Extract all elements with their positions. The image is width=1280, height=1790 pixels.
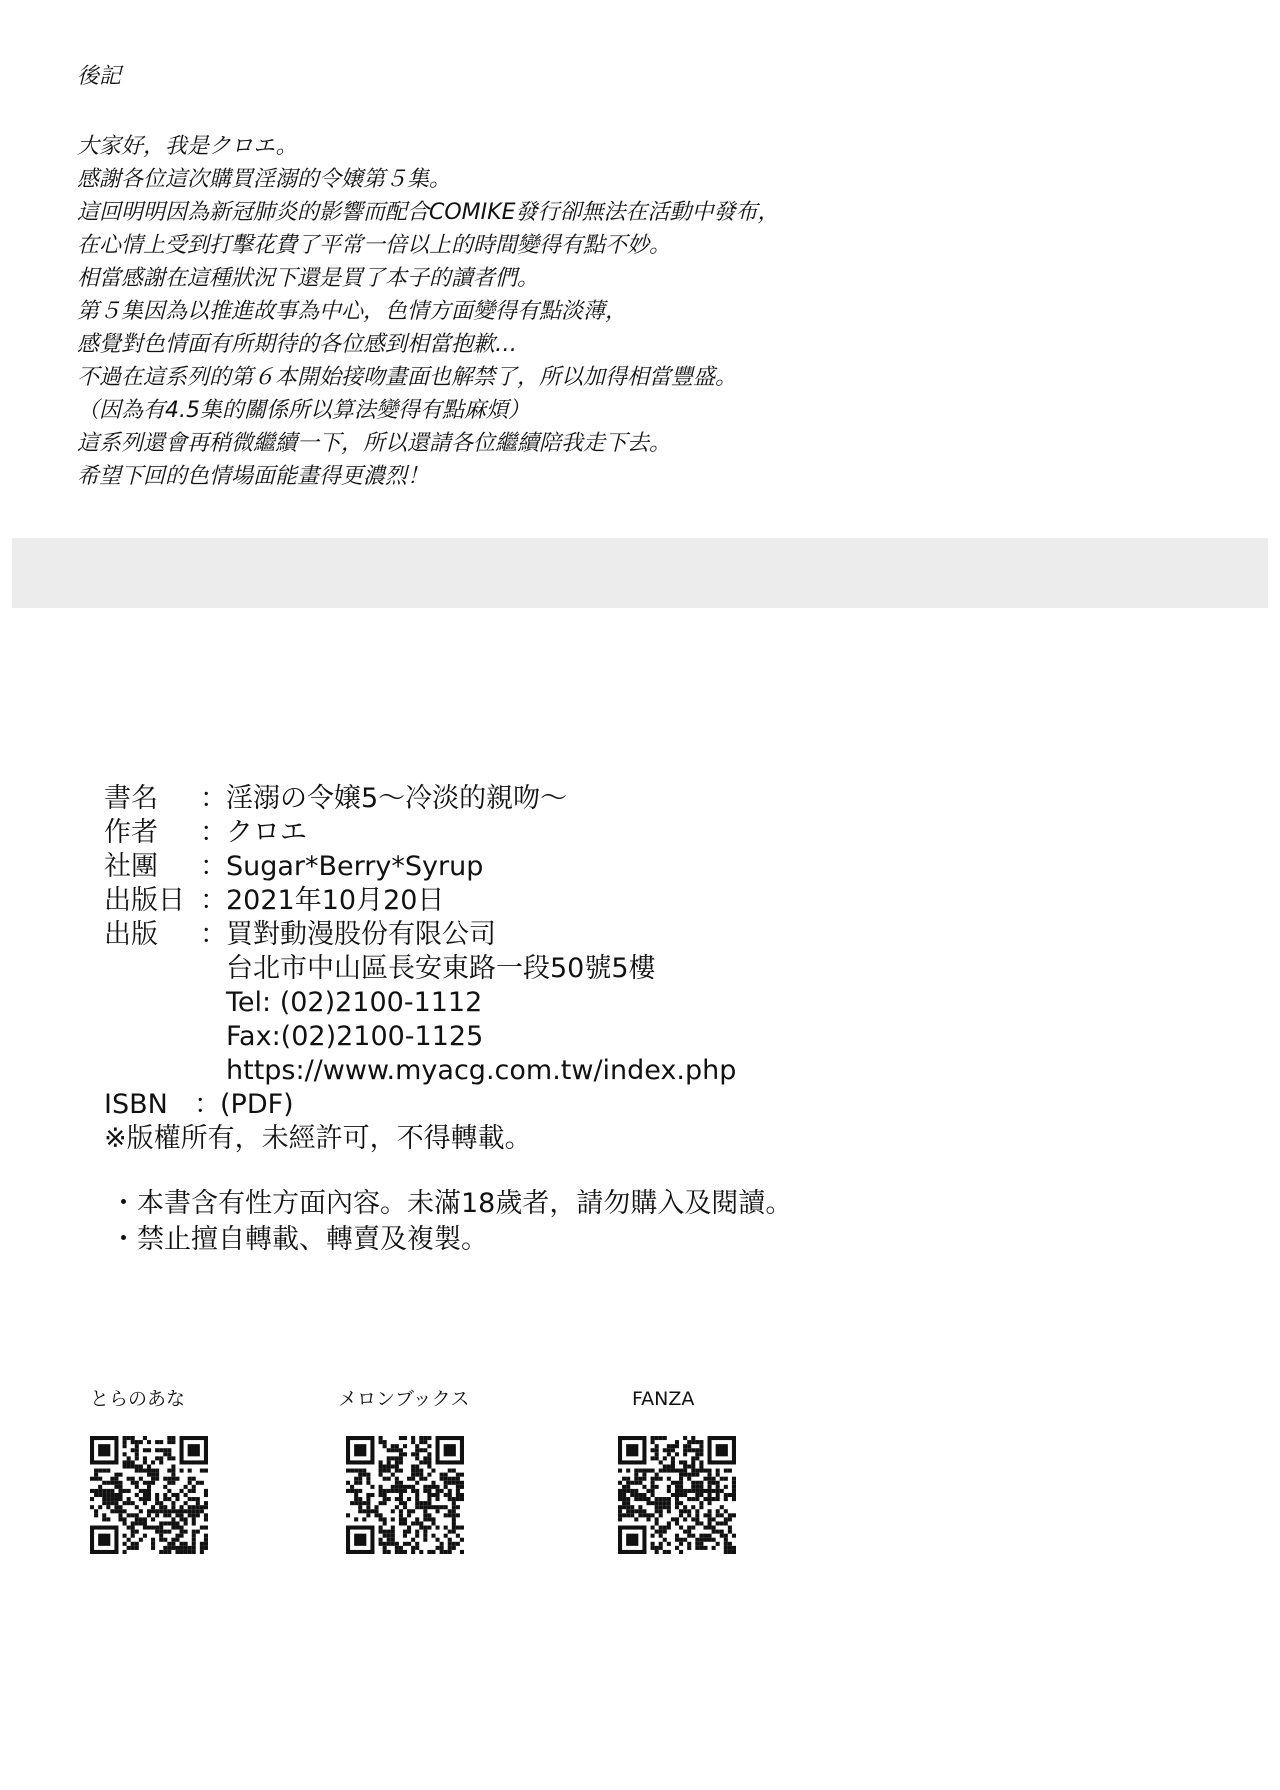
colophon-row-address (104, 952, 1204, 986)
isbn-value: (PDF) (220, 1089, 294, 1120)
publisher-address: 台北市中山區長安東路一段50號5樓 (226, 953, 656, 984)
colophon-label: 出版 (104, 919, 158, 950)
notice-item: ・禁止擅自轉載、轉賣及複製。 (110, 1224, 488, 1255)
publisher-tel: Tel: (02)2100-1112 (226, 987, 483, 1018)
colophon-label: 書名 (104, 783, 158, 814)
book-title: 淫溺の令嬢5〜冷淡的親吻〜 (226, 783, 568, 814)
colophon-label: 作者 (104, 817, 158, 848)
afterword-line: 這系列還會再稍微繼續一下，所以還請各位繼續陪我走下去。 (77, 431, 672, 456)
notice-item: ・本書含有性方面內容。未滿18歲者，請勿購入及閱讀。 (110, 1188, 793, 1219)
afterword-line: 感覺對色情面有所期待的各位感到相當抱歉… (77, 332, 518, 357)
colophon-separator: ： (194, 1089, 221, 1120)
colophon-row-author (104, 816, 1204, 850)
colophon-separator: ： (200, 919, 227, 950)
qr-code-icon[interactable] (90, 1436, 208, 1554)
store-toranoana[interactable] (90, 1386, 290, 1554)
publisher-name: 買對動漫股份有限公司 (226, 919, 496, 950)
colophon-row-fax (104, 1020, 1204, 1054)
notices-section (110, 1186, 792, 1258)
qr-code-icon[interactable] (618, 1436, 736, 1554)
colophon-row-date (104, 884, 1204, 918)
afterword-line: 大家好，我是クロエ。 (77, 134, 298, 159)
qr-code-icon[interactable] (346, 1436, 464, 1554)
colophon-row-publisher (104, 918, 1204, 952)
book-author: クロエ (226, 817, 307, 848)
afterword-line: 希望下回的色情場面能畫得更濃烈！ (77, 464, 430, 489)
divider-band (12, 538, 1268, 608)
colophon-row-tel (104, 986, 1204, 1020)
colophon-separator: ： (200, 783, 227, 814)
colophon-row-isbn (104, 1088, 1204, 1122)
colophon-separator: ： (200, 851, 227, 882)
colophon-separator: ： (200, 885, 227, 916)
store-melonbooks[interactable] (338, 1386, 538, 1554)
store-name: メロンブックス (338, 1388, 470, 1410)
colophon-label: ISBN (104, 1089, 168, 1120)
colophon-label: 出版日 (104, 885, 185, 916)
afterword-section (77, 62, 1177, 493)
store-name: FANZA (632, 1388, 695, 1410)
store-name: とらのあな (90, 1388, 186, 1410)
colophon-separator: ： (200, 817, 227, 848)
copyright-notice: ※版權所有，未經許可，不得轉載。 (104, 1123, 532, 1154)
colophon-row-circle (104, 850, 1204, 884)
store-fanza[interactable] (632, 1386, 832, 1554)
afterword-heading: 後記 (77, 64, 122, 89)
afterword-line: 這回明明因為新冠肺炎的影響而配合COMIKE發行卻無法在活動中發布， (77, 200, 780, 225)
store-links-section (0, 1386, 1280, 1586)
colophon-label: 社團 (104, 851, 158, 882)
colophon-row-url (104, 1054, 1204, 1088)
afterword-line: 不過在這系列的第６本開始接吻畫面也解禁了，所以加得相當豐盛。 (77, 365, 738, 390)
afterword-line: 相當感謝在這種狀況下還是買了本子的讀者們。 (77, 266, 540, 291)
publish-date: 2021年10月20日 (226, 885, 445, 916)
book-circle: Sugar*Berry*Syrup (226, 851, 484, 882)
publisher-url: https://www.myacg.com.tw/index.php (226, 1055, 737, 1086)
colophon-section (104, 782, 1204, 1156)
afterword-line: 第５集因為以推進故事為中心，色情方面變得有點淡薄， (77, 299, 628, 324)
publisher-fax: Fax:(02)2100-1125 (226, 1021, 484, 1052)
afterword-line: （因為有4.5集的關係所以算法變得有點麻煩） (77, 398, 530, 423)
afterword-line: 在心情上受到打擊花費了平常一倍以上的時間變得有點不妙。 (77, 233, 672, 258)
colophon-row-title (104, 782, 1204, 816)
afterword-line: 感謝各位這次購買淫溺的令嬢第５集。 (77, 167, 452, 192)
